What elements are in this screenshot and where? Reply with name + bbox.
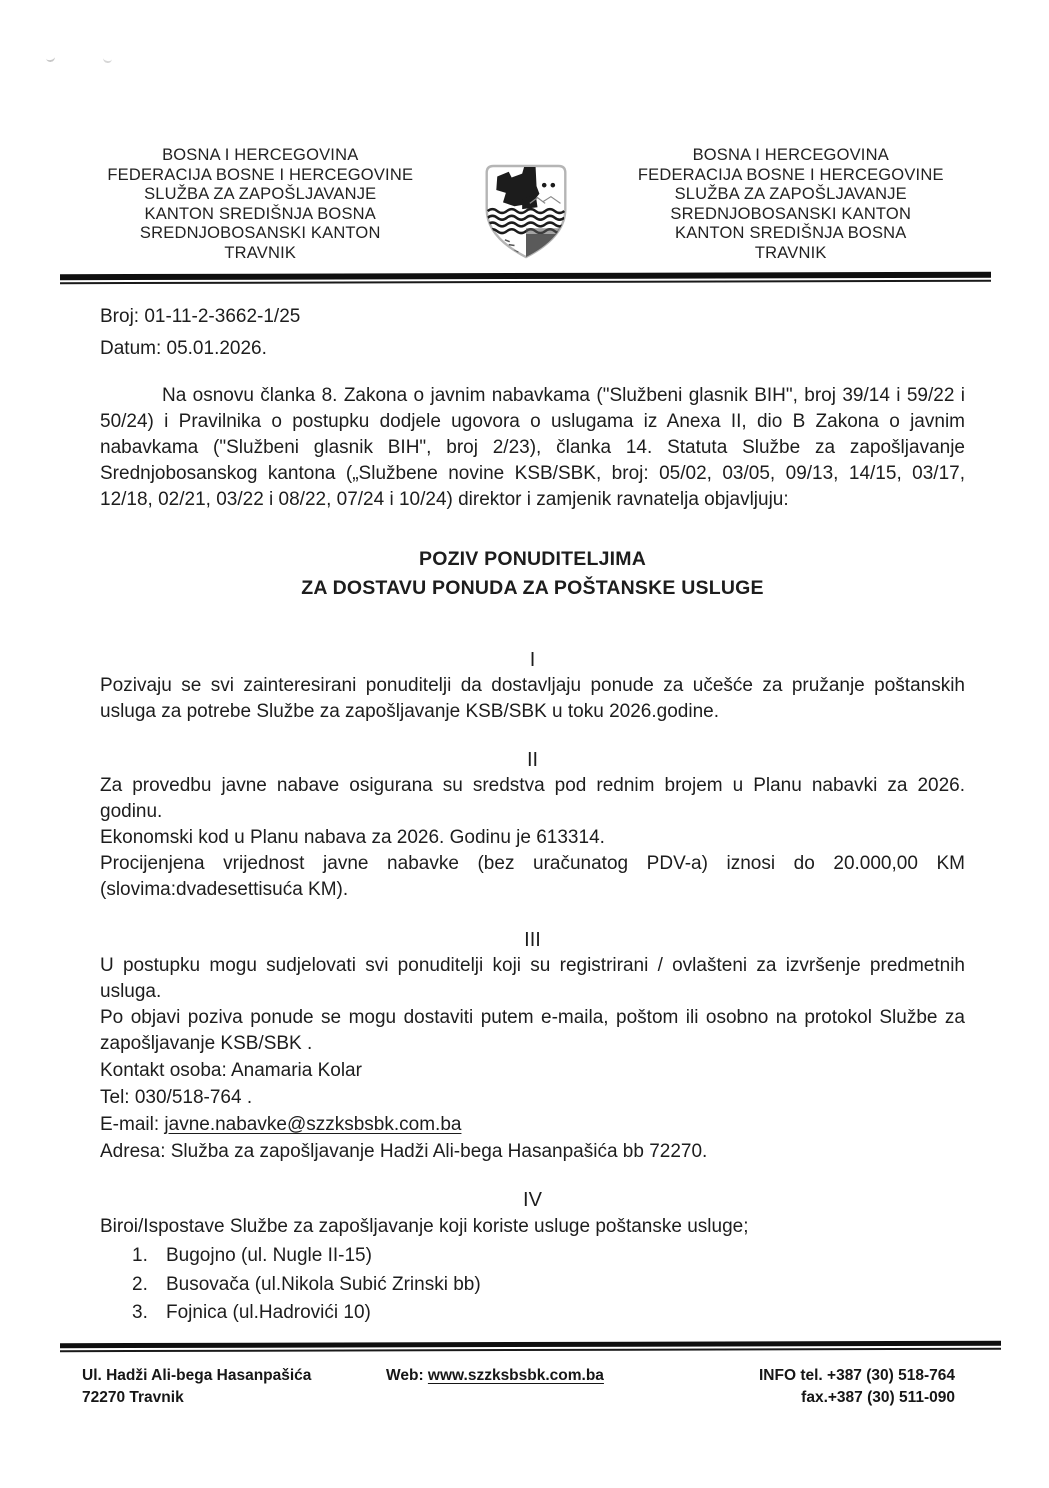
header-divider [60,273,991,283]
contact-person: Kontakt osoba: Anamaria Kolar [100,1060,362,1081]
list-item-text: Fojnica (ul.Hadrovići 10) [166,1302,371,1323]
letterhead-left-block [60,146,461,264]
section-numeral-1: I [529,649,536,671]
letterhead-line: SREDNJOBOSANSKI KANTON [670,204,912,223]
section-numeral-4: IV [523,1189,542,1211]
contact-phone: Tel: 030/518-764 . [100,1087,253,1108]
letterhead-line: FEDERACIJA BOSNE I HERCEGOVINE [107,165,414,184]
page-footer [0,1342,1049,1409]
section-numeral-2: II [526,749,539,771]
intro-paragraph: Na osnovu članka 8. Zakona o javnim nabavkama ("Službeni glasnik BIH", broj 39/14 i 59/22 i 50/24) i Pravilnika o postupku dodjele ugovora o uslugama iz Anexa II, dio B Zakona o javnim nabavkama ("Službeni glasnik BIH", broj 2/23), članka 14. Statuta Službe za zapošljavanje Srednjobosanskog kantona („Službene novine KSB/SBK, broj: 05/02, 03/05, 09/13, 14/15, 03/17, 12/18, 02/21, 03/22 i 08/22, 07/24 i 10/24) direktor i zamjenik ravnatelja objavljuju: [100,385,965,510]
contact-block [100,1057,965,1165]
letterhead-line: BOSNA I HERCEGOVINA [162,146,359,164]
document-meta [100,301,965,365]
letterhead-line: TRAVNIK [224,243,297,262]
list-item-text: Busovača (ul.Nikola Subić Zrinski bb) [166,1273,481,1295]
email-link[interactable]: javne.nabavke@szzksbsbk.com.ba [164,1114,462,1135]
document-title-line1: POZIV PONUDITELJIMA [419,548,646,570]
biro-list [100,1242,965,1328]
section2-paragraph2: Ekonomski kod u Planu nabava za 2026. Godinu je 613314. [100,827,605,848]
document-title [100,545,965,603]
footer-divider [60,1342,1001,1351]
contact-email-line [100,1111,965,1138]
footer-address-line2: 72270 Travnik [82,1388,184,1406]
list-item-number: 3. [132,1302,148,1323]
letterhead-line: BOSNA I HERCEGOVINA [692,146,889,164]
list-item [100,1242,965,1271]
letterhead-line: SLUŽBA ZA ZAPOŠLJAVANJE [674,185,907,204]
coat-of-arms-icon [461,146,591,264]
list-item [100,1271,965,1300]
section2-paragraph1: Za provedbu javne nabave osigurana su sredstva pod rednim brojem u Planu nabavki za 2026. godinu. [100,775,965,822]
letterhead [0,0,1049,264]
section3-paragraph1: U postupku mogu sudjelovati svi ponuditelji koji su registrirani / ovlašteni za izvršenje predmetnih usluga. [100,955,965,1002]
list-item-text: Bugojno (ul. Nugle II-15) [166,1245,372,1266]
document-number: Broj: 01-11-2-3662-1/25 [100,306,301,327]
footer-fax: fax.+387 (30) 511-090 [801,1388,955,1406]
letterhead-line: KANTON SREDIŠNJA BOSNA [675,224,907,243]
web-label: Web: [386,1366,424,1384]
letterhead-line: KANTON SREDIŠNJA BOSNA [144,204,376,223]
document-date: Datum: 05.01.2026. [100,338,267,359]
document-title-line2: ZA DOSTAVU PONUDA ZA POŠTANSKE USLUGE [301,577,764,599]
footer-address [82,1365,382,1409]
footer-columns [0,1351,1049,1409]
letterhead-line: FEDERACIJA BOSNE I HERCEGOVINE [637,165,944,184]
footer-web [382,1365,695,1409]
section3-paragraph2: Po objavi poziva ponude se mogu dostaviti putem e-maila, poštom ili osobno na protokol Službe za zapošljavanje KSB/SBK . [100,1007,965,1054]
website-link[interactable]: www.szzksbsbk.com.ba [427,1366,604,1384]
letterhead-right-block [591,146,992,264]
document-body [100,301,965,1328]
section4-intro: Biroi/Ispostave Službe za zapošljavanje koji koriste usluge poštanske usluge; [100,1216,749,1237]
section1-paragraph: Pozivaju se svi zainteresirani ponuditelji da dostavljaju ponude za učešće za pružanje poštanskih usluga za potrebe Službe za zapošljavanje KSB/SBK u toku 2026.godine. [100,675,965,722]
list-item [100,1299,965,1328]
section-numeral-3: III [524,929,541,951]
list-item-number: 2. [132,1273,148,1295]
letterhead-line: TRAVNIK [754,243,827,262]
section2-paragraph3: Procijenjena vrijednost javne nabavke (bez uračunatog PDV-a) iznosi do 20.000,00 KM (slovima:dvadesettisuća KM). [100,853,965,900]
letterhead-line: SLUŽBA ZA ZAPOŠLJAVANJE [144,185,377,204]
footer-address-line1: Ul. Hadži Ali-bega Hasanpašića [82,1366,312,1384]
email-label: E-mail: [100,1114,160,1135]
footer-phones [695,1365,955,1409]
contact-address: Adresa: Služba za zapošljavanje Hadži Ali-bega Hasanpašića bb 72270. [100,1141,708,1162]
footer-info-tel: INFO tel. +387 (30) 518-764 [758,1366,955,1384]
letterhead-line: SREDNJOBOSANSKI KANTON [139,224,381,243]
list-item-number: 1. [132,1245,148,1266]
